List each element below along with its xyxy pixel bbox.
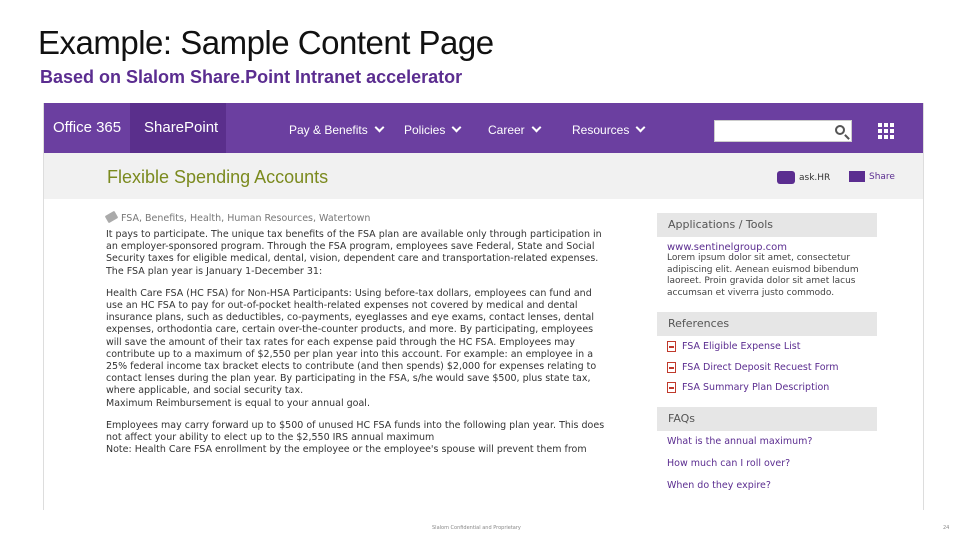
chevron-down-icon: [531, 123, 541, 133]
pdf-icon: [667, 341, 676, 352]
nav-pay-benefits[interactable]: [289, 123, 383, 137]
slide-title: Example: Sample Content Page: [38, 24, 494, 61]
sharepoint-tile[interactable]: [130, 103, 226, 153]
text-line: Health Care FSA (HC FSA) for Non-HSA Participants: Using before-tax dollars, employees can fund and: [106, 287, 592, 299]
nav-label: Policies: [404, 123, 446, 137]
text-line: Employees may carry forward up to $500 of unused HC FSA funds into the following plan year. This does: [106, 419, 605, 431]
nav-label: Pay & Benefits: [289, 123, 368, 137]
page-title: Flexible Spending Accounts: [107, 167, 329, 187]
nav-career[interactable]: [488, 123, 540, 137]
tag-icon: [105, 211, 119, 223]
chevron-down-icon: [374, 123, 384, 133]
tag-list[interactable]: FSA, Benefits, Health, Human Resources, Watertown: [121, 213, 371, 224]
nav-resources[interactable]: [572, 123, 644, 137]
text-line: where applicable, and social security tax.: [106, 385, 304, 397]
text-line: contribute up to a maximum of $2,550 per plan year into this account. For example: an employee in a: [106, 348, 594, 360]
reference-label: FSA Summary Plan Description: [682, 382, 830, 393]
text-line: contact lenses during the plan year. By participating in the FSA, s/he would save $500, plus state tax,: [106, 373, 591, 385]
faq-link[interactable]: What is the annual maximum?: [667, 435, 813, 447]
page-header: [44, 153, 924, 199]
text-line: use an HC FSA to pay for out-of-pocket health-related expenses not covered by medical and dental: [106, 300, 578, 312]
askhr-button[interactable]: [777, 171, 830, 184]
faq-link[interactable]: How much can I roll over?: [667, 457, 791, 469]
text-line: laoreet. Proin gravida dolor sit amet lacus: [667, 276, 856, 286]
pdf-icon: [667, 362, 676, 373]
chevron-down-icon: [636, 123, 646, 133]
text-line: Security taxes for eligible medical, dental, vision, dependent care and transportation-related expenses.: [106, 253, 599, 265]
intro-paragraph: [106, 229, 626, 278]
suite-bar: [44, 103, 924, 153]
sentinel-link[interactable]: www.sentinelgroup.com: [667, 242, 788, 253]
tags: [106, 213, 626, 224]
references-heading: References: [657, 312, 877, 336]
nav-label: Resources: [572, 123, 630, 137]
slide-subtitle: Based on Slalom Share.Point Intranet accelerator: [40, 67, 463, 87]
share-button[interactable]: [849, 171, 895, 182]
text-line: will save the amount of their tax rates for each expense paid through the HC FSA. Employees may: [106, 336, 575, 348]
search-input[interactable]: [714, 120, 852, 142]
search-icon[interactable]: [835, 125, 845, 135]
apps-description: [657, 253, 877, 299]
office-365-link[interactable]: Office 365: [53, 119, 122, 136]
carry-forward-paragraph: [106, 420, 626, 457]
reference-link[interactable]: [657, 382, 877, 403]
text-line: The FSA plan year is January 1-December 31:: [106, 265, 323, 277]
text-line: expenses, orthodontia care, certain over-the-counter products, and more. By participating, employees: [106, 324, 594, 336]
chevron-down-icon: [452, 123, 462, 133]
reference-label: FSA Direct Deposit Recuest Form: [682, 361, 839, 373]
text-line: Lorem ipsum dolor sit amet, consectetur: [667, 253, 851, 263]
text-line: adipiscing elit. Aenean euismod bibendum: [667, 264, 859, 275]
faq-link[interactable]: When do they expire?: [667, 479, 771, 491]
chat-icon: [777, 171, 795, 184]
page-number: 24: [943, 525, 950, 531]
faqs-heading: FAQs: [657, 407, 877, 431]
sidebar: [657, 213, 877, 502]
pdf-icon: [667, 382, 676, 393]
text-line: an employer-sponsored program. Through the FSA program, employees save Federal, State and Social: [106, 241, 595, 253]
text-line: 25% federal income tax bracket elects to contribute (and then spends) $2,000 for expenses relating to: [106, 361, 597, 373]
text-line: Note: Health Care FSA enrollment by the employee or the employee's spouse will prevent them from: [106, 444, 587, 456]
nav-policies[interactable]: [404, 123, 460, 137]
nav-label: Career: [488, 123, 525, 137]
mail-icon: [849, 171, 865, 182]
reference-label: FSA Eligible Expense List: [682, 341, 801, 352]
text-line: It pays to participate. The unique tax benefits of the FSA plan are available only through participation in: [106, 229, 602, 240]
reference-link[interactable]: [657, 362, 877, 383]
text-line: Maximum Reimbursement is equal to your annual goal.: [106, 397, 370, 409]
text-line: insurance plans, such as deductibles, co-payments, eyeglasses and eye exams, contact lenses, dental: [106, 312, 595, 324]
text-line: not affect your ability to elect up to the $2,550 IRS annual maximum: [106, 432, 435, 444]
hc-fsa-paragraph: [106, 288, 626, 410]
askhr-label: ask.HR: [799, 173, 831, 183]
app-launcher-icon[interactable]: [878, 123, 894, 139]
sharepoint-screenshot: [43, 103, 924, 510]
footer-confidential: Slalom Confidential and Proprietary: [432, 525, 521, 531]
text-line: accumsan et viverra justo commodo.: [667, 287, 835, 298]
sharepoint-label: SharePoint: [144, 119, 219, 136]
main-content: [106, 213, 626, 466]
apps-tools-heading: Applications / Tools: [657, 213, 877, 237]
share-label: Share: [869, 172, 895, 182]
reference-link[interactable]: [657, 341, 877, 362]
